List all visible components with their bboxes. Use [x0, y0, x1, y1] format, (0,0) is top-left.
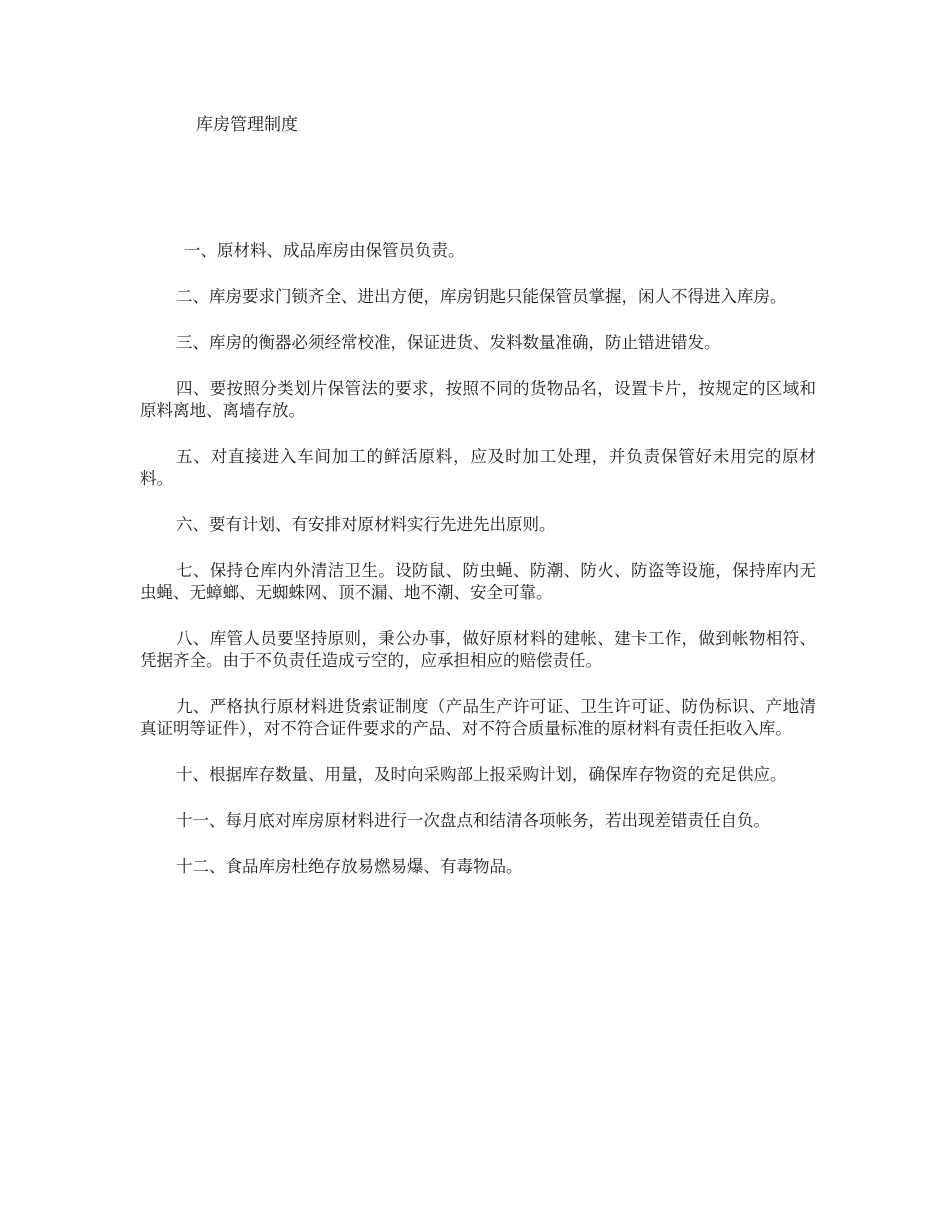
- rule-item-1: 一、原材料、成品库房由保管员负责。: [184, 241, 465, 260]
- rule-item-4: 四、要按照分类划片保管法的要求，按照不同的货物品名，设置卡片，按规定的区域和原料离地、离墙存放。: [140, 379, 816, 420]
- rules-list: [140, 240, 816, 902]
- rule-item-3: 三、库房的衡器必须经常校准，保证进货、发料数量准确，防止错进错发。: [176, 333, 721, 352]
- rule-item-7: 七、保持仓库内外清洁卫生。设防鼠、防虫蝇、防潮、防火、防盗等设施，保持库内无虫蝇、无蟑螂、无蜘蛛网、顶不漏、地不潮、安全可靠。: [140, 561, 816, 602]
- rule-item-10: 十、根据库存数量、用量，及时向采购部上报采购计划，确保库存物资的充足供应。: [176, 765, 787, 784]
- rule-item-11: 十一、每月底对库房原材料进行一次盘点和结清各项帐务，若出现差错责任自负。: [176, 811, 770, 830]
- rule-item-9: 九、严格执行原材料进货索证制度（产品生产许可证、卫生许可证、防伪标识、产地清真证明等证件），对不符合证件要求的产品、对不符合质量标准的原材料有责任拒收入库。: [140, 697, 816, 738]
- rule-item-2: 二、库房要求门锁齐全、进出方便，库房钥匙只能保管员掌握，闲人不得进入库房。: [176, 287, 787, 306]
- rule-item-12: 十二、食品库房杜绝存放易燃易爆、有毒物品。: [176, 857, 523, 876]
- rule-item-6: 六、要有计划、有安排对原材料实行先进先出原则。: [176, 515, 556, 534]
- rule-item-8: 八、库管人员要坚持原则，秉公办事，做好原材料的建帐、建卡工作，做到帐物相符、凭据齐全。由于不负责任造成亏空的，应承担相应的赔偿责任。: [140, 629, 816, 670]
- document-title: 库房管理制度: [196, 115, 298, 135]
- rule-item-5: 五、对直接进入车间加工的鲜活原料，应及时加工处理，并负责保管好未用完的原材料。: [140, 447, 816, 488]
